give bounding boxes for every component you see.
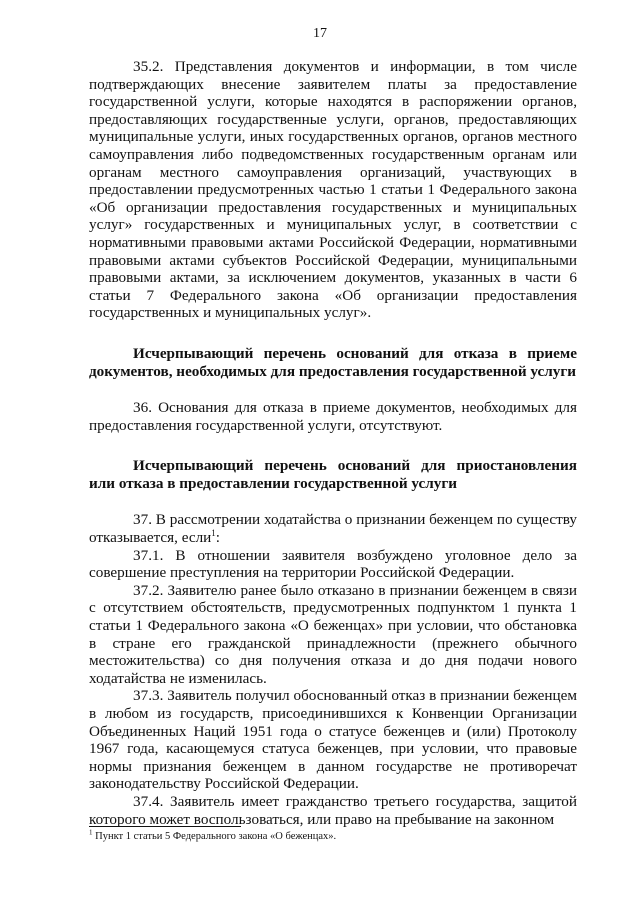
heading-suspension-grounds: Исчерпывающий перечень оснований для приостановления или отказа в предоставлении государственной услуги xyxy=(89,457,577,492)
paragraph-36: 36. Основания для отказа в приеме документов, необходимых для предоставления государственной услуги, отсутствуют. xyxy=(89,399,577,434)
footnote-divider xyxy=(89,826,241,827)
paragraph-37 xyxy=(89,511,577,546)
footnote-mark: 1 xyxy=(89,828,93,837)
paragraph-37-tail: : xyxy=(215,529,221,547)
footnote xyxy=(89,828,577,843)
paragraph-37-text: 37. В рассмотрении ходатайства о признании беженцем по существу отказывается, если xyxy=(89,511,577,547)
paragraph-37-3: 37.3. Заявитель получил обоснованный отказ в признании беженцем в любом из государств, присоединившихся к Конвенции Организации Объединенных Наций 1951 года о статусе беженцев и (или) Протоколу 1967 года, касающемуся статуса беженцев, при условии, что правовые нормы признания беженцем в данном государстве не противоречат законодательству Российской Федерации. xyxy=(89,687,577,793)
paragraph-37-4: 37.4. Заявитель имеет гражданство третьего государства, защитой которого может воспользоваться, или право на пребывание на законном xyxy=(89,792,577,828)
document-body xyxy=(89,58,577,828)
footnote-text: Пункт 1 статьи 5 Федерального закона «О беженцах». xyxy=(92,831,337,842)
paragraph-37-1: 37.1. В отношении заявителя возбуждено уголовное дело за совершение преступления на территории Российской Федерации. xyxy=(89,546,577,582)
paragraph-35-2: 35.2. Представления документов и информации, в том числе подтверждающих внесение заявителем платы за предоставление государственной услуги, которые находятся в распоряжении органов, предоставляющих государственные услуги, органов, предоставляющих муниципальные услуги, иных государственных органов, органов местного самоуправления либо подведомственных государственным органам или органам местного самоуправления организаций, участвующих в предоставлении предусмотренных частью 1 статьи 1 Федерального закона «Об организации предоставления государственных и муниципальных услуг» государственных и муниципальных услуг, в соответствии с нормативными правовыми актами Российской Федерации, нормативными правовыми актами субъектов Российской Федерации, муниципальными правовыми актами, за исключением документов, указанных в части 6 статьи 7 Федерального закона «Об организации предоставления государственных и муниципальных услуг». xyxy=(89,58,577,322)
paragraph-37-2: 37.2. Заявителю ранее было отказано в признании беженцем в связи с отсутствием обстоятельств, предусмотренных подпунктом 1 пункта 1 статьи 1 Федерального закона «О беженцах» при условии, что обстановка в стране его гражданской принадлежности (прежнего обычного местожительства) со дня получения отказа и до дня подачи нового ходатайства не изменилась. xyxy=(89,581,577,687)
page-number: 17 xyxy=(313,26,327,41)
heading-refusal-grounds: Исчерпывающий перечень оснований для отказа в приеме документов, необходимых для предоставления государственной услуги xyxy=(89,344,577,380)
footnote-reference[interactable]: 1 xyxy=(211,528,216,538)
